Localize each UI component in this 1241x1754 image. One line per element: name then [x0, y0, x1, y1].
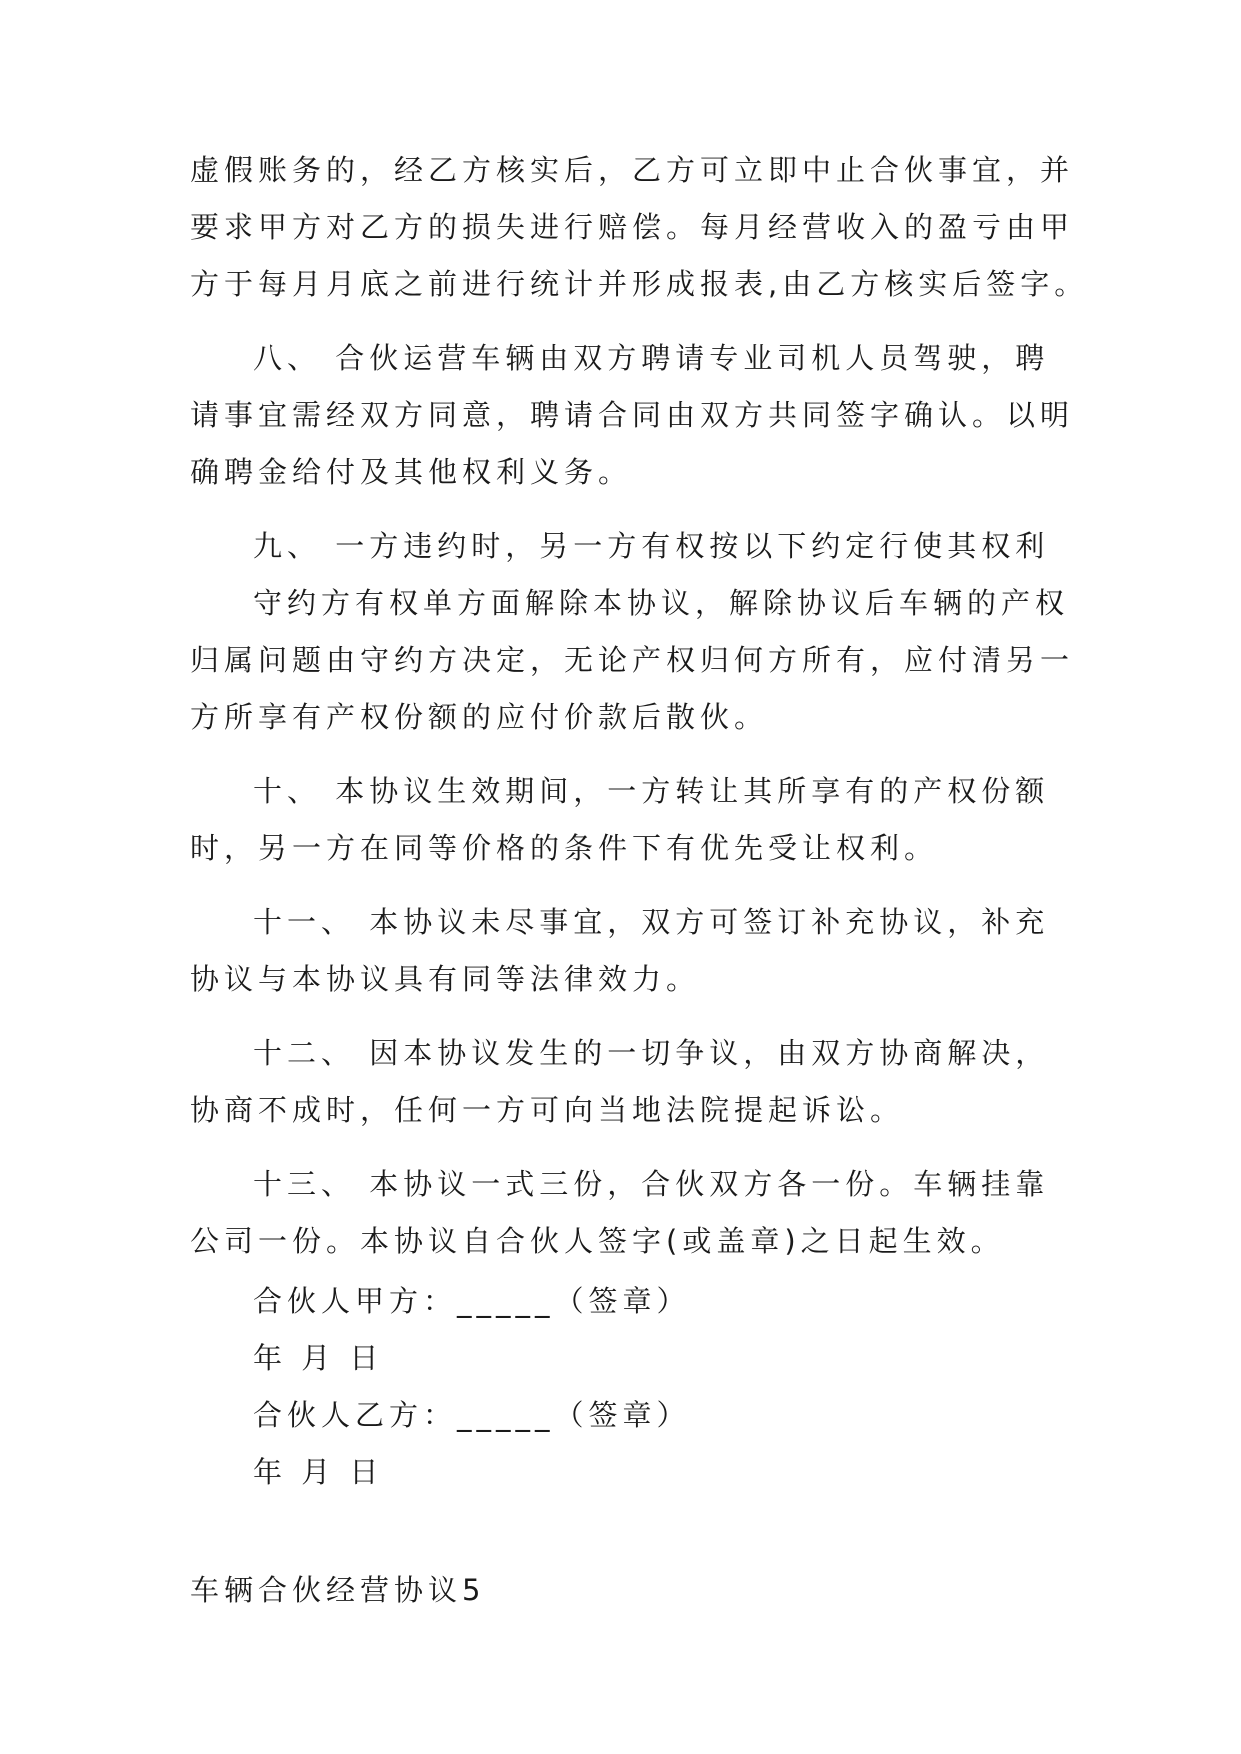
- paragraph-line: 方所享有产权份额的应付价款后散伙。: [190, 700, 769, 734]
- signature-date-a: 年 月 日: [253, 1341, 384, 1375]
- paragraph-line: 虚假账务的，经乙方核实后，乙方可立即中止合伙事宜，并: [190, 153, 1075, 187]
- paragraph-line: 归属问题由守约方决定，无论产权归何方所有，应付清另一: [190, 643, 1075, 677]
- signature-party-b: 合伙人乙方：_____（签章）: [253, 1398, 691, 1432]
- signature-date-b: 年 月 日: [253, 1455, 384, 1489]
- clause-10-line: 十、 本协议生效期间，一方转让其所享有的产权份额: [253, 774, 1050, 808]
- paragraph-line: 方于每月月底之前进行统计并形成报表,由乙方核实后签字。: [190, 267, 1089, 301]
- clause-9-line: 九、 一方违约时，另一方有权按以下约定行使其权利: [253, 529, 1050, 563]
- clause-12-line: 十二、 因本协议发生的一切争议，由双方协商解决，: [253, 1036, 1050, 1070]
- paragraph-line: 请事宜需经双方同意，聘请合同由双方共同签字确认。以明: [190, 398, 1075, 432]
- paragraph-line: 确聘金给付及其他权利义务。: [190, 455, 633, 489]
- section-heading: 车辆合伙经营协议5: [190, 1573, 486, 1607]
- signature-party-a: 合伙人甲方：_____（签章）: [253, 1284, 691, 1318]
- clause-11-line: 十一、 本协议未尽事宜，双方可签订补充协议，补充: [253, 905, 1050, 939]
- paragraph-line: 公司一份。本协议自合伙人签字(或盖章)之日起生效。: [190, 1224, 1005, 1258]
- paragraph-line: 时，另一方在同等价格的条件下有优先受让权利。: [190, 831, 939, 865]
- paragraph-line: 要求甲方对乙方的损失进行赔偿。每月经营收入的盈亏由甲: [190, 210, 1075, 244]
- paragraph-line: 守约方有权单方面解除本协议，解除协议后车辆的产权: [253, 586, 1070, 620]
- paragraph-line: 协商不成时，任何一方可向当地法院提起诉讼。: [190, 1093, 905, 1127]
- paragraph-line: 协议与本协议具有同等法律效力。: [190, 962, 701, 996]
- clause-13-line: 十三、 本协议一式三份，合伙双方各一份。车辆挂靠: [253, 1167, 1050, 1201]
- clause-8-line: 八、 合伙运营车辆由双方聘请专业司机人员驾驶，聘: [253, 341, 1050, 375]
